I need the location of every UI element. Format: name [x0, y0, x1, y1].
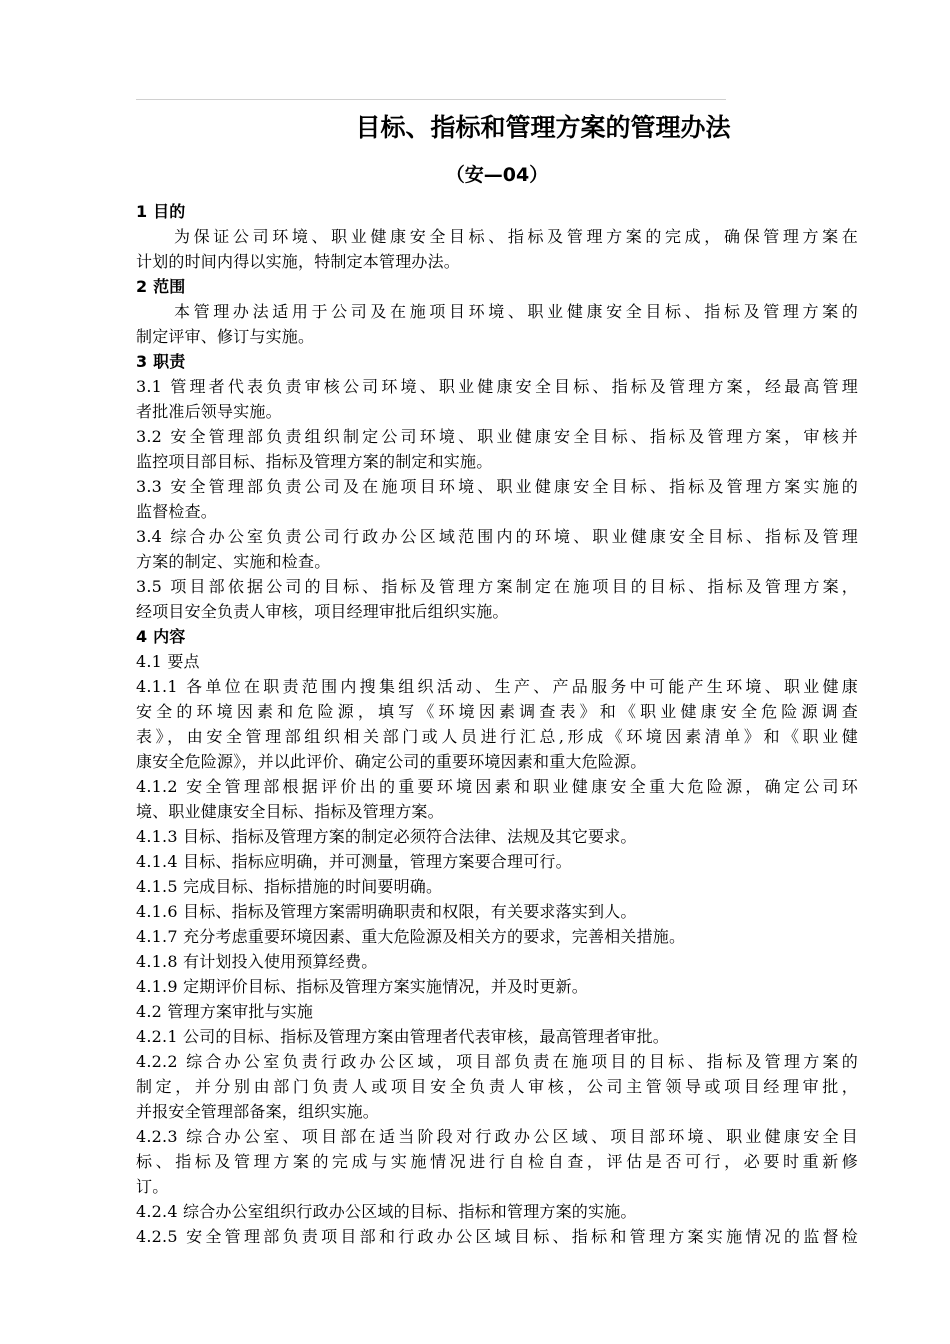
paragraph-line: 表》，由安全管理部组织相关部门或人员进行汇总,形成《环境因素清单》和《职业健 — [136, 727, 858, 746]
section-heading: 2 范围 — [136, 277, 186, 296]
paragraph-line: 3.2 安全管理部负责组织制定公司环境、职业健康安全目标、指标及管理方案，审核并 — [136, 427, 858, 446]
paragraph-line: 监控项目部目标、指标及管理方案的制定和实施。 — [136, 452, 493, 471]
paragraph-line: 4.1.5 完成目标、指标措施的时间要明确。 — [136, 877, 443, 896]
paragraph-line: 4.1.7 充分考虑重要环境因素、重大危险源及相关方的要求，完善相关措施。 — [136, 927, 686, 946]
paragraph-line: 为保证公司环境、职业健康安全目标、指标及管理方案的完成，确保管理方案在 — [174, 227, 858, 246]
paragraph-line: 4.1.8 有计划投入使用预算经费。 — [136, 952, 378, 971]
paragraph-line: 4.2.4 综合办公室组织行政办公区域的目标、指标和管理方案的实施。 — [136, 1202, 637, 1221]
document-title: 目标、指标和管理方案的管理办法 — [355, 113, 731, 142]
paragraph-line: 经项目安全负责人审核，项目经理审批后组织实施。 — [136, 602, 509, 621]
paragraph-line: 3.1 管理者代表负责审核公司环境、职业健康安全目标、指标及管理方案，经最高管理 — [136, 377, 858, 396]
paragraph-line: 标、指标及管理方案的完成与实施情况进行自检自查，评估是否可行，必要时重新修 — [136, 1152, 858, 1171]
paragraph-line: 安全的环境因素和危险源，填写《环境因素调查表》和《职业健康安全危险源调查 — [136, 702, 858, 721]
paragraph-line: 4.1.9 定期评价目标、指标及管理方案实施情况，并及时更新。 — [136, 977, 588, 996]
paragraph-line: 计划的时间内得以实施，特制定本管理办法。 — [136, 252, 461, 271]
section-heading: 4 内容 — [136, 627, 186, 646]
header-rule — [136, 99, 726, 100]
paragraph-line: 4.2.2 综合办公室负责行政办公区域，项目部负责在施项目的目标、指标及管理方案的 — [136, 1052, 858, 1071]
section-heading: 1 目的 — [136, 202, 186, 221]
document-body — [136, 199, 858, 1249]
paragraph-line: 4.1.3 目标、指标及管理方案的制定必须符合法律、法规及其它要求。 — [136, 827, 637, 846]
paragraph-line: 监督检查。 — [136, 502, 218, 521]
paragraph-line: 4.2 管理方案审批与实施 — [136, 1002, 314, 1021]
paragraph-line: 4.1.2 安全管理部根据评价出的重要环境因素和职业健康安全重大危险源，确定公司环 — [136, 777, 858, 796]
paragraph-line: 并报安全管理部备案，组织实施。 — [136, 1102, 380, 1121]
paragraph-line: 制定评审、修订与实施。 — [136, 327, 315, 346]
paragraph-line: 3.5 项目部依据公司的目标、指标及管理方案制定在施项目的目标、指标及管理方案， — [136, 577, 858, 596]
paragraph-line: 者批准后领导实施。 — [136, 402, 282, 421]
section-heading: 3 职责 — [136, 352, 186, 371]
paragraph-line: 4.2.5 安全管理部负责项目部和行政办公区域目标、指标和管理方案实施情况的监督检 — [136, 1227, 858, 1246]
paragraph-line: 制定，并分别由部门负责人或项目安全负责人审核，公司主管领导或项目经理审批， — [136, 1077, 858, 1096]
paragraph-line: 4.1.4 目标、指标应明确，并可测量，管理方案要合理可行。 — [136, 852, 572, 871]
paragraph-line: 康安全危险源》，并以此评价、确定公司的重要环境因素和重大危险源。 — [136, 752, 647, 771]
paragraph-line: 4.2.1 公司的目标、指标及管理方案由管理者代表审核，最高管理者审批。 — [136, 1027, 669, 1046]
paragraph-line: 本管理办法适用于公司及在施项目环境、职业健康安全目标、指标及管理方案的 — [174, 302, 858, 321]
paragraph-line: 方案的制定、实施和检查。 — [136, 552, 331, 571]
paragraph-line: 境、职业健康安全目标、指标及管理方案。 — [136, 802, 444, 821]
paragraph-line: 订。 — [136, 1177, 169, 1196]
document-code: （安—04） — [445, 164, 549, 186]
paragraph-line: 4.2.3 综合办公室、项目部在适当阶段对行政办公区域、项目部环境、职业健康安全目 — [136, 1127, 858, 1146]
paragraph-line: 4.1 要点 — [136, 652, 200, 671]
paragraph-line: 3.3 安全管理部负责公司及在施项目环境、职业健康安全目标、指标及管理方案实施的 — [136, 477, 858, 496]
paragraph-line: 4.1.6 目标、指标及管理方案需明确职责和权限，有关要求落实到人。 — [136, 902, 637, 921]
paragraph-line: 4.1.1 各单位在职责范围内搜集组织活动、生产、产品服务中可能产生环境、职业健康 — [136, 677, 858, 696]
paragraph-line: 3.4 综合办公室负责公司行政办公区域范围内的环境、职业健康安全目标、指标及管理 — [136, 527, 858, 546]
